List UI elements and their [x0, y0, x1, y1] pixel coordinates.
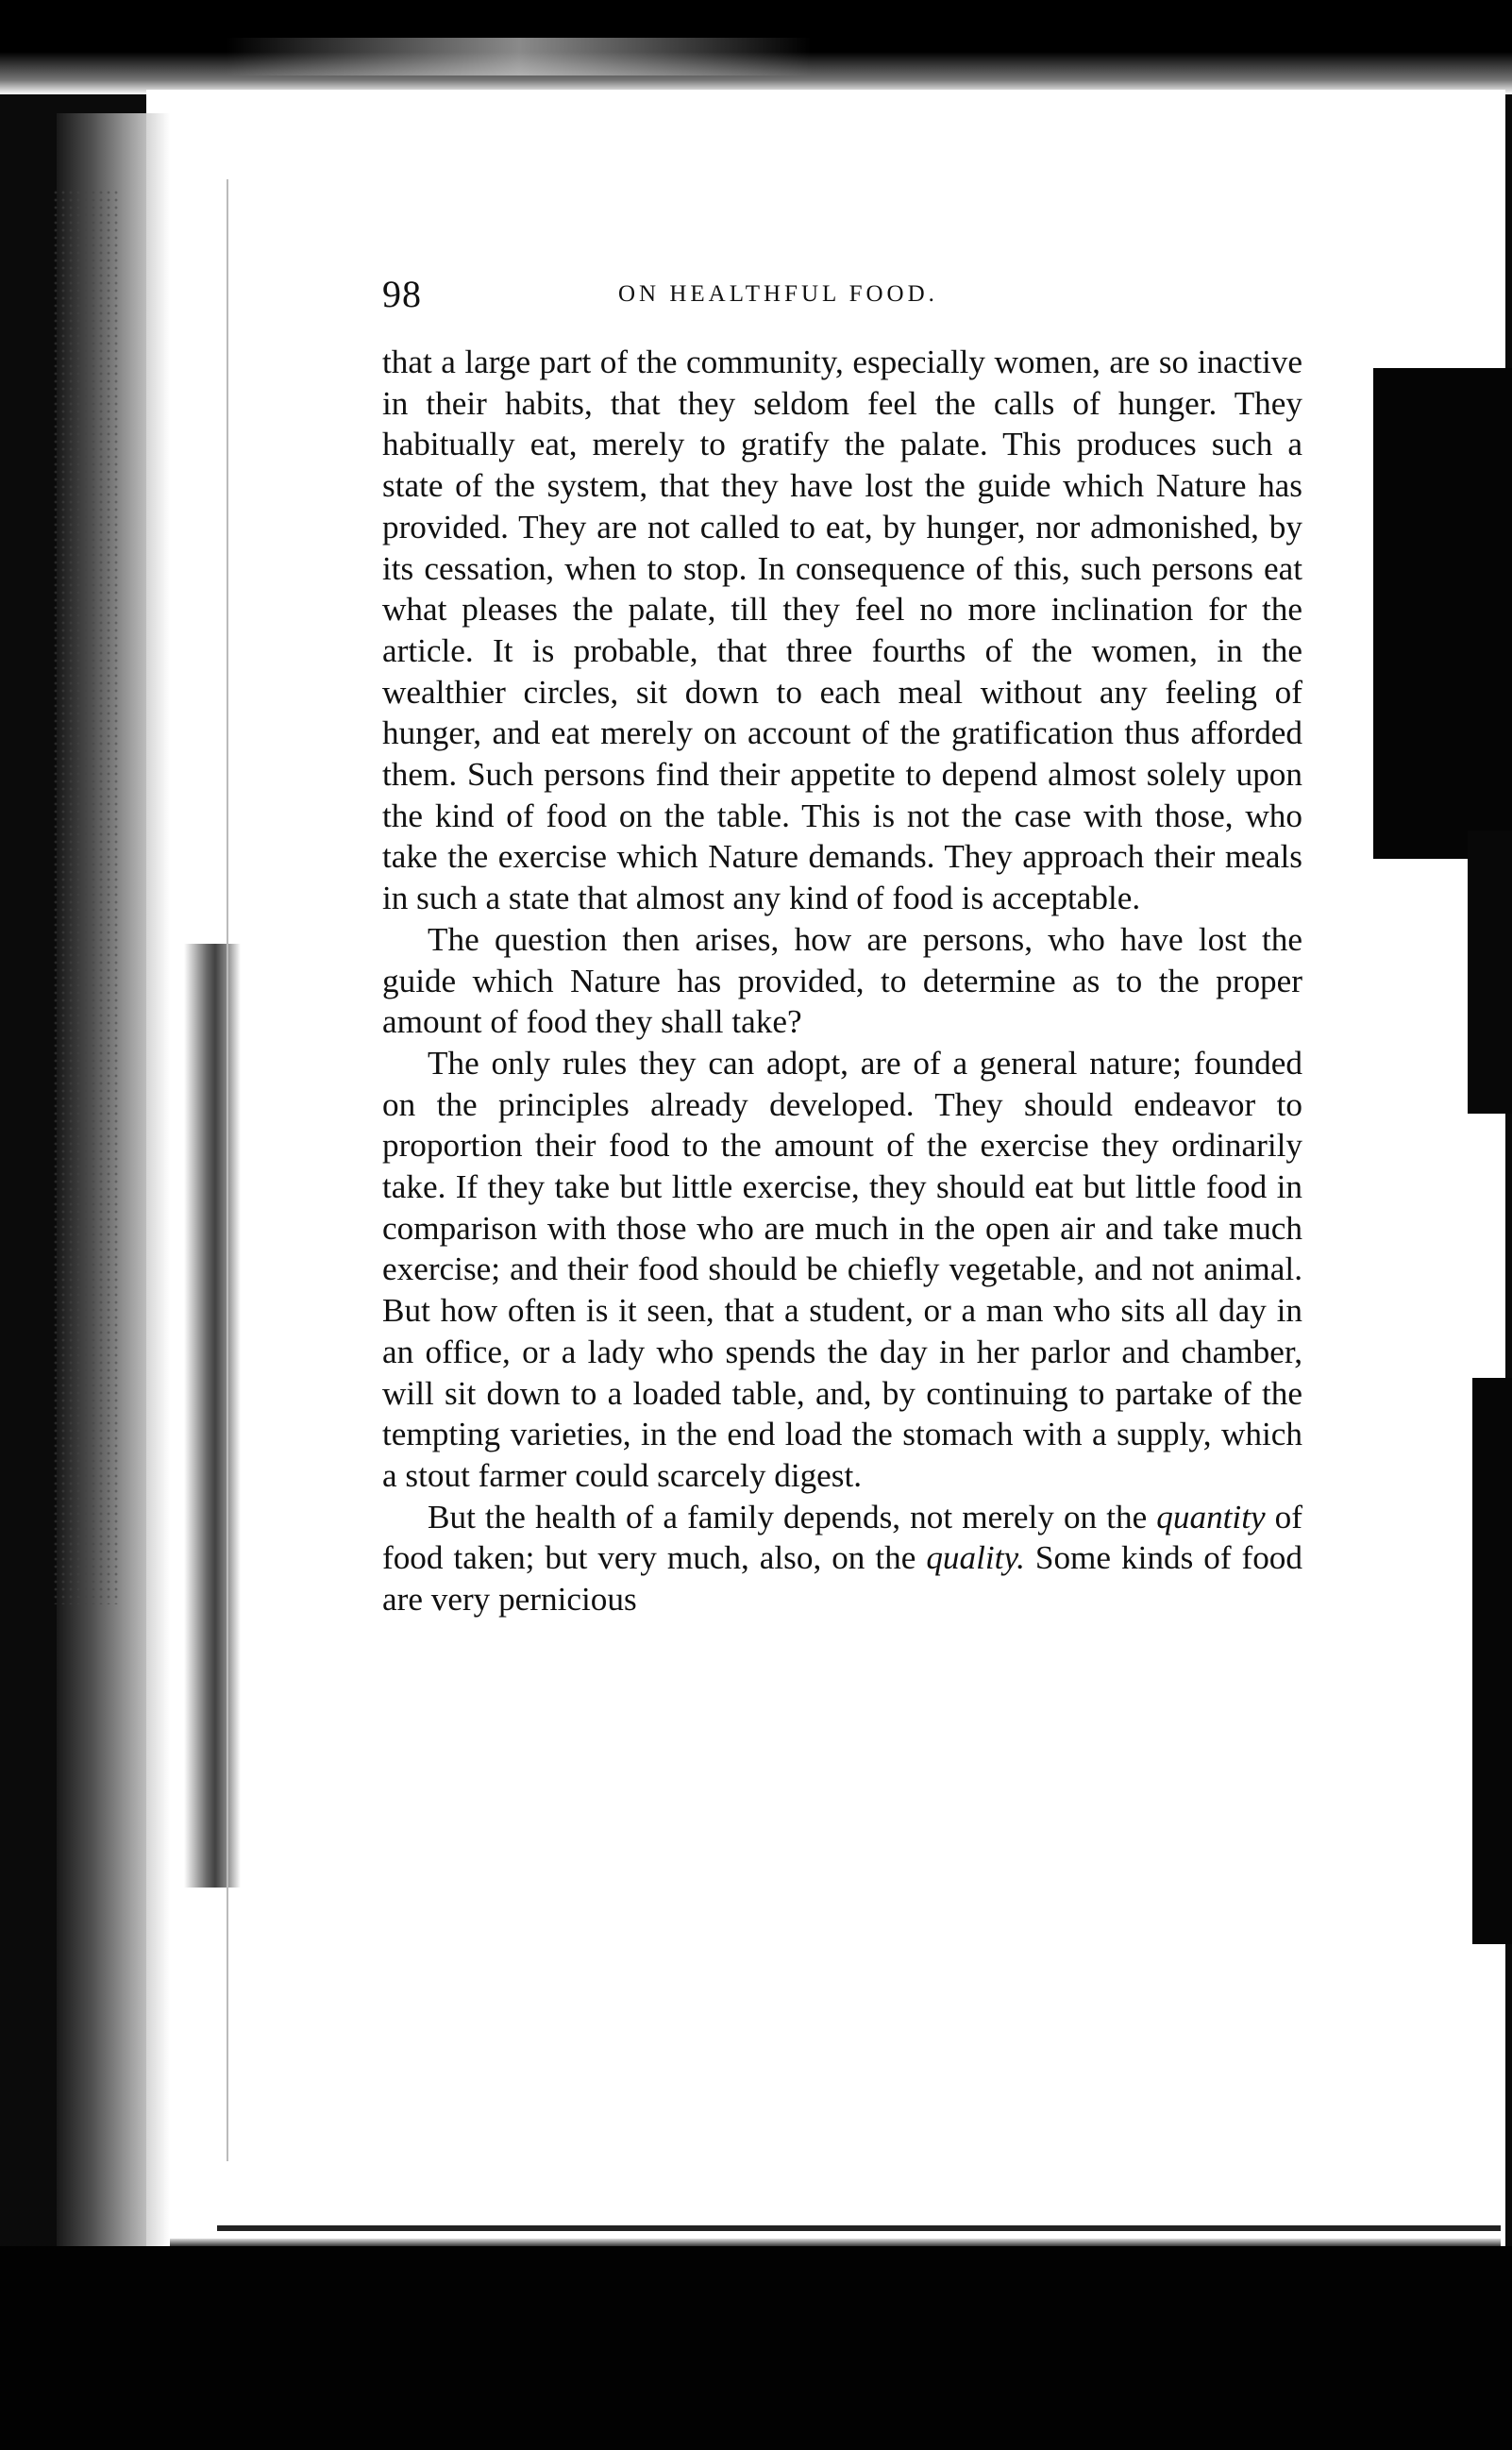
- paragraph-4-text-middle: of food taken; but very much, also, on the: [382, 1498, 1302, 1577]
- running-header: [382, 272, 1302, 328]
- scan-edge-shadow-right-middle: [1468, 831, 1512, 1114]
- paragraph-2: The question then arises, how are persons, who have lost the guide which Nature has provided, to determine as to the proper amount of food they shall take?: [382, 920, 1302, 1041]
- paragraph-1: that a large part of the community, especially women, are so inactive in their habits, that they seldom feel the calls of hunger. They habitually eat, merely to gratify the palate. This produces such a state of the system, that they have lost the guide which Nature has provided. They are not called to eat, by hunger, nor admonished, by its cessation, when to stop. In consequence of this, such persons eat what pleases the palate, till they feel no more inclination for the article. It is probable, that three fourths of the women, in the wealthier circles, sit down to each meal without any feeling of hunger, and eat merely on account of the gratification thus afforded them. Such persons find their appetite to depend almost solely upon the kind of food on the table. This is not the case with those, who take the exercise which Nature demands. They approach their meals in such a state that almost any kind of food is acceptable.: [382, 344, 1302, 917]
- scan-bottom-border: [0, 2246, 1512, 2450]
- scan-top-highlight: [227, 38, 812, 76]
- binding-texture: [52, 189, 118, 1604]
- page-bottom-edge-line: [217, 2225, 1501, 2231]
- binding-gutter-mark: [184, 944, 241, 1888]
- paragraph-4-text-end: Some kinds of food are very pernicious: [382, 1539, 1302, 1619]
- emphasis-quality: quality.: [926, 1539, 1025, 1577]
- gutter-line: [227, 179, 228, 2161]
- paragraph-4-text-start: But the health of a family depends, not merely on the: [428, 1498, 1157, 1535]
- paragraph-3: The only rules they can adopt, are of a general nature; founded on the principles already developed. They should endeavor to proportion their food to the amount of the exercise they ordinarily take. If they take but little exercise, they should eat but little food in comparison with those who are much in the open air and take much exercise; and their food should be chiefly vegetable, and not animal. But how often is it seen, that a student, or a man who sits all day in an office, or a lady who spends the day in her parlor and chamber, will sit down to a loaded table, and, by continuing to partake of the tempting varieties, in the end load the stomach with a supply, which a stout farmer could scarcely digest.: [382, 1044, 1302, 1494]
- paragraph-4: [382, 1497, 1302, 1620]
- page-number: 98: [382, 273, 422, 315]
- emphasis-quantity: quantity: [1156, 1498, 1266, 1535]
- text-block: [382, 272, 1302, 1620]
- running-title: ON HEALTHFUL FOOD.: [618, 281, 938, 307]
- scan-edge-shadow-right-bottom: [1472, 1378, 1512, 1944]
- scan-edge-shadow-right-top: [1373, 368, 1512, 859]
